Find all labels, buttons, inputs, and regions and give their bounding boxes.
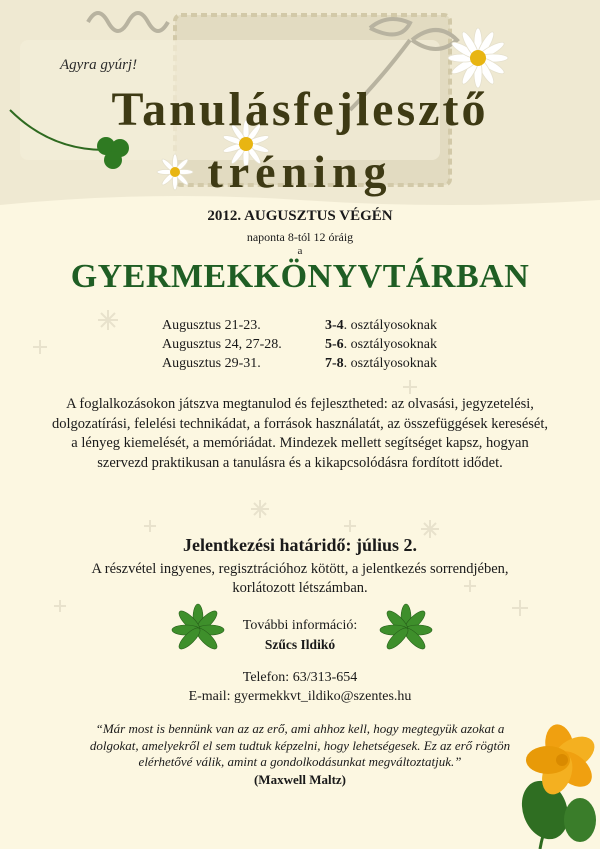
schedule-dates: Augusztus 21-23.: [162, 318, 261, 333]
schedule-dates: Augusztus 29-31.: [162, 356, 261, 371]
contact-email: E-mail: gyermekkvt_ildiko@szentes.hu: [188, 689, 412, 704]
page-title: Tanulásfejlesztő: [111, 83, 489, 136]
schedule-grade: 3-4. osztályosoknak: [325, 318, 437, 333]
event-hours: naponta 8-tól 12 óráig: [246, 230, 354, 244]
page-subtitle: tréning: [207, 146, 393, 197]
quote-text: “Már most is bennünk van az az erő, ami ahhoz kell, hogy megtegyük azokat a dolgokat, amelyekről el sem tudtuk képzelni, hogy lehetségesek. Ez az erő rögtön elérhetővé válik, amint a gondolkodásunkat megváltoztatjuk.”: [89, 721, 511, 769]
schedule-dates: Augusztus 24, 27-28.: [162, 337, 282, 352]
schedule-grade: 7-8. osztályosoknak: [325, 356, 437, 371]
schedule-row: [162, 335, 437, 354]
registration-conditions: A részvétel ingyenes, regisztrációhoz kötött, a jelentkezés sorrendjében, korlátozott létszámban.: [91, 561, 509, 596]
event-venue: GYERMEKKÖNYVTÁRBAN: [70, 258, 530, 295]
contact-phone: Telefon: 63/313-654: [242, 670, 358, 685]
venue-preposition: a: [297, 245, 303, 257]
schedule-row: [162, 354, 437, 373]
quote-author: (Maxwell Maltz): [253, 772, 347, 787]
registration-deadline: Jelentkezési határidő: július 2.: [183, 535, 417, 555]
tagline: Agyra gyúrj!: [60, 57, 138, 73]
event-date: 2012. AUGUSZTUS VÉGÉN: [207, 208, 393, 224]
description-paragraph: A foglalkozásokon játszva megtanulod és fejlesztheted: az olvasási, jegyzetelési, dolgozatírási, felelési technikádat, a források használatát, az összefüggések keresését, a lényeg kiemelését, a memóriádat. Mindezek mellett segítséget kapsz, hogyan szervezd praktikusan a tanulásra és a kikapcsolódásra fordított idődet.: [51, 396, 548, 471]
schedule-grade: 5-6. osztályosoknak: [325, 337, 437, 352]
contact-name: Szűcs Ildikó: [264, 637, 336, 652]
contact-label: További információ:: [242, 618, 358, 633]
schedule-row: [162, 316, 437, 335]
schedule-list: [162, 316, 437, 373]
